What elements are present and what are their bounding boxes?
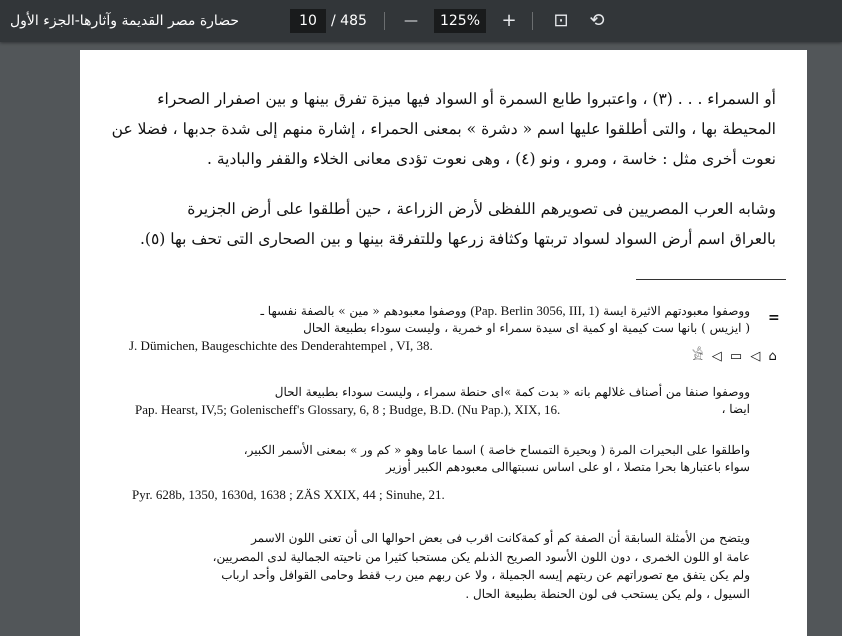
- zoom-level-input[interactable]: 125%: [434, 9, 486, 33]
- document-title: حضارة مصر القديمة وآثارها-الجزء الأول: [10, 13, 239, 29]
- zoom-in-icon[interactable]: +: [501, 10, 517, 31]
- citation: (Pap. Berlin 3056, III, 1): [470, 303, 600, 318]
- text-line: ويتضح من الأمثلة السابقة أن الصفة كم أو كمةكانت اقرب فى بعض احوالها الى أن تعنى اللون الاسمر: [251, 531, 750, 545]
- citation: Pap. Hearst, IV,5; Golenischeff's Glossary, 6, 8 ; Budge, B.D. (Nu Pap.), XIX, 16.: [135, 402, 561, 417]
- zoom-out-icon[interactable]: —: [404, 13, 418, 29]
- pdf-page: [80, 50, 807, 636]
- text-line: بالعراق اسم أرض السواد لسواد تربتها وكثافة زرعها وللتفرقة بينها و بين الصحارى التى تحف بها (٥).: [139, 230, 776, 248]
- hieroglyph-group: 𓀀 ◁ ▭ ◁ ⌂: [692, 349, 779, 364]
- rotate-icon[interactable]: ⟲: [589, 10, 605, 31]
- citation: Pyr. 628b, 1350, 1630d, 1638 ; ZÄS XXIX, 44 ; Sinuhe, 21.: [132, 487, 445, 502]
- page-number-input[interactable]: 10: [290, 9, 326, 33]
- page-total: / 485: [331, 13, 367, 29]
- text-span: ووصفوا معبودهم « مين » بالصفة نفسها ـ: [260, 304, 467, 318]
- text-line: سواء باعتبارها بحرا متصلا ، او على اساس نسبتهاالى معبودهم الكبير أوزير: [385, 460, 750, 474]
- footnote-4: [102, 529, 750, 603]
- text-line: واطلقوا على البحيرات المرة ( وبحيرة التمساح خاصة ) اسما عاما وهو « كم ور » بمعنى الأسمر الكبير،: [243, 443, 750, 457]
- footnote-rule: [636, 279, 786, 280]
- text-line: [102, 401, 750, 419]
- paragraph-1: [106, 84, 776, 174]
- text-span: ووصفوا معبودتهم الاثيرة ايسة: [603, 304, 750, 318]
- footnote-marker: =: [768, 310, 780, 326]
- footnote-2: [102, 384, 750, 419]
- text-line: [102, 302, 750, 320]
- text-line: ( ايزيس ) بانها ست كيمية او كمية اى سيدة سمراء او خمرية ، وليست سوداء بطبيعة الحال: [303, 321, 750, 335]
- fit-to-page-icon[interactable]: ⊡: [553, 10, 569, 31]
- text-line: ولم يكن يتفق مع تصوراتهم عن ربتهم إيسه الجميلة ، ولا عن ربهم مين رب قفط وحامى القوافل وأحد ارباب: [221, 568, 750, 582]
- text-line: عامة او اللون الخمرى ، دون اللون الأسود الصريح الذىلم يكن مستحبا كثيرا من ناحيته الجمالية لدى المصريين،: [212, 549, 750, 564]
- citation: J. Dümichen, Baugeschichte des Denderahtempel , VI, 38.: [129, 338, 433, 353]
- text-line: وشابه العرب المصريين فى تصويرهم اللفظى لأرض الزراعة ، حين أطلقوا على أرض الجزيرة: [187, 200, 776, 218]
- footnote-3: [102, 442, 750, 503]
- text-line: نعوت أخرى مثل : خاسة ، ومرو ، ونو (٤) ، وهى نعوت تؤدى معانى الخلاء والقفر والبادية .: [206, 150, 776, 168]
- footnote-1: [102, 302, 750, 354]
- text-span: ايضا ،: [721, 402, 750, 416]
- toolbar-divider: [532, 12, 533, 30]
- text-line: المحيطة بها ، والتى أطلقوا عليها اسم « دشرة » بمعنى الحمراء ، إشارة منهم إلى شدة جدبها ، فضلا عن: [111, 120, 776, 138]
- toolbar-divider: [384, 12, 385, 30]
- text-line: أو السمراء . . . (٣) ، واعتبروا طابع السمرة أو السواد فيها ميزة تفرق بينها و بين اصفرار الصحراء: [157, 90, 776, 108]
- paragraph-2: [106, 194, 776, 254]
- text-line: ووصفوا صنفا من أصناف غلالهم بانه « بدت كمة »اى حنطة سمراء ، وليست سوداء بطبيعة الحال: [274, 385, 750, 399]
- pdf-toolbar: [0, 0, 842, 42]
- text-line: السيول ، ولم يكن يستحب فى لون الحنطة بطبيعة الحال .: [465, 586, 750, 601]
